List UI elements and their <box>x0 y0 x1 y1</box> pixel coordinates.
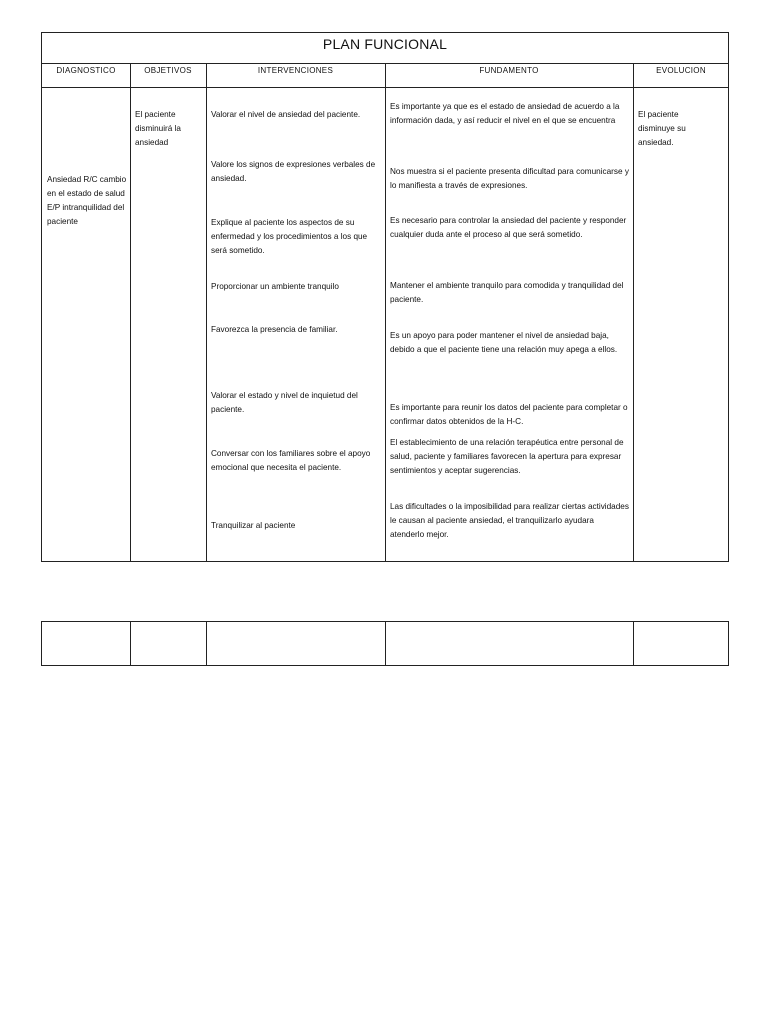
plan-title: PLAN FUNCIONAL <box>322 36 448 52</box>
diagnostico-text: Ansiedad R/C cambio en el estado de salud E/P intranquilidad del paciente <box>47 175 127 226</box>
intervencion-item: Valore los signos de expresiones verbales de ansiedad. <box>211 160 376 183</box>
header-evolucion: EVOLUCION <box>656 66 706 75</box>
column-divider-4 <box>633 63 634 561</box>
column-divider-1 <box>130 63 131 561</box>
intervencion-item: Conversar con los familiares sobre el apoyo emocional que necesita el paciente. <box>211 449 371 472</box>
intervencion-item: Valorar el estado y nivel de inquietud del paciente. <box>211 391 358 414</box>
evolucion-text: El paciente disminuye su ansiedad. <box>638 110 686 147</box>
intervencion-item: Favorezca la presencia de familiar. <box>211 325 338 334</box>
column-divider-2 <box>206 622 207 665</box>
intervencion-item: Explique al paciente los aspectos de su enfermedad y los procedimientos a los que será sometido. <box>211 218 368 255</box>
column-divider-4 <box>633 622 634 665</box>
plan-funcional-table <box>41 32 729 562</box>
intervencion-item: Tranquilizar al paciente <box>211 521 296 530</box>
objetivos-text: El paciente disminuirá la ansiedad <box>135 110 181 147</box>
column-divider-2 <box>206 63 207 561</box>
fundamento-item: Mantener el ambiente tranquilo para comodida y tranquilidad del paciente. <box>390 281 624 304</box>
column-divider-3 <box>385 63 386 561</box>
intervencion-item: Valorar el nivel de ansiedad del paciente. <box>211 110 361 119</box>
fundamento-item: Nos muestra si el paciente presenta dificultad para comunicarse y lo manifiesta a través de expresiones. <box>390 167 629 190</box>
fundamento-item: Es importante ya que es el estado de ansiedad de acuerdo a la información dada, y así reducir el nivel en el que se encuentra <box>390 102 620 125</box>
header-diagnostico: DIAGNOSTICO <box>56 66 116 75</box>
intervencion-item: Proporcionar un ambiente tranquilo <box>211 282 339 291</box>
fundamento-item: Es importante para reunir los datos del paciente para completar o confirmar datos obtenidos de la H-C. <box>390 403 628 426</box>
header-fundamento: FUNDAMENTO <box>479 66 539 75</box>
fundamento-item: Es un apoyo para poder mantener el nivel de ansiedad baja, debido a que el paciente tiene una relación muy apega a ellos. <box>390 331 618 354</box>
fundamento-item: El establecimiento de una relación terapéutica entre personal de salud, paciente y familiares favorecen la apertura para expresar sentimientos y aceptar sugerencias. <box>390 438 624 475</box>
header-intervenciones: INTERVENCIONES <box>257 66 334 75</box>
empty-table-row <box>41 621 729 666</box>
column-divider-3 <box>385 622 386 665</box>
column-divider-1 <box>130 622 131 665</box>
header-objetivos: OBJETIVOS <box>144 66 192 75</box>
fundamento-item: Es necesario para controlar la ansiedad del paciente y responder cualquier duda ante el proceso al que será sometido. <box>390 216 627 239</box>
fundamento-item: Las dificultades o la imposibilidad para realizar ciertas actividades le causan al paciente ansiedad, el tranquilizarlo ayudara atenderlo mejor. <box>390 502 629 539</box>
